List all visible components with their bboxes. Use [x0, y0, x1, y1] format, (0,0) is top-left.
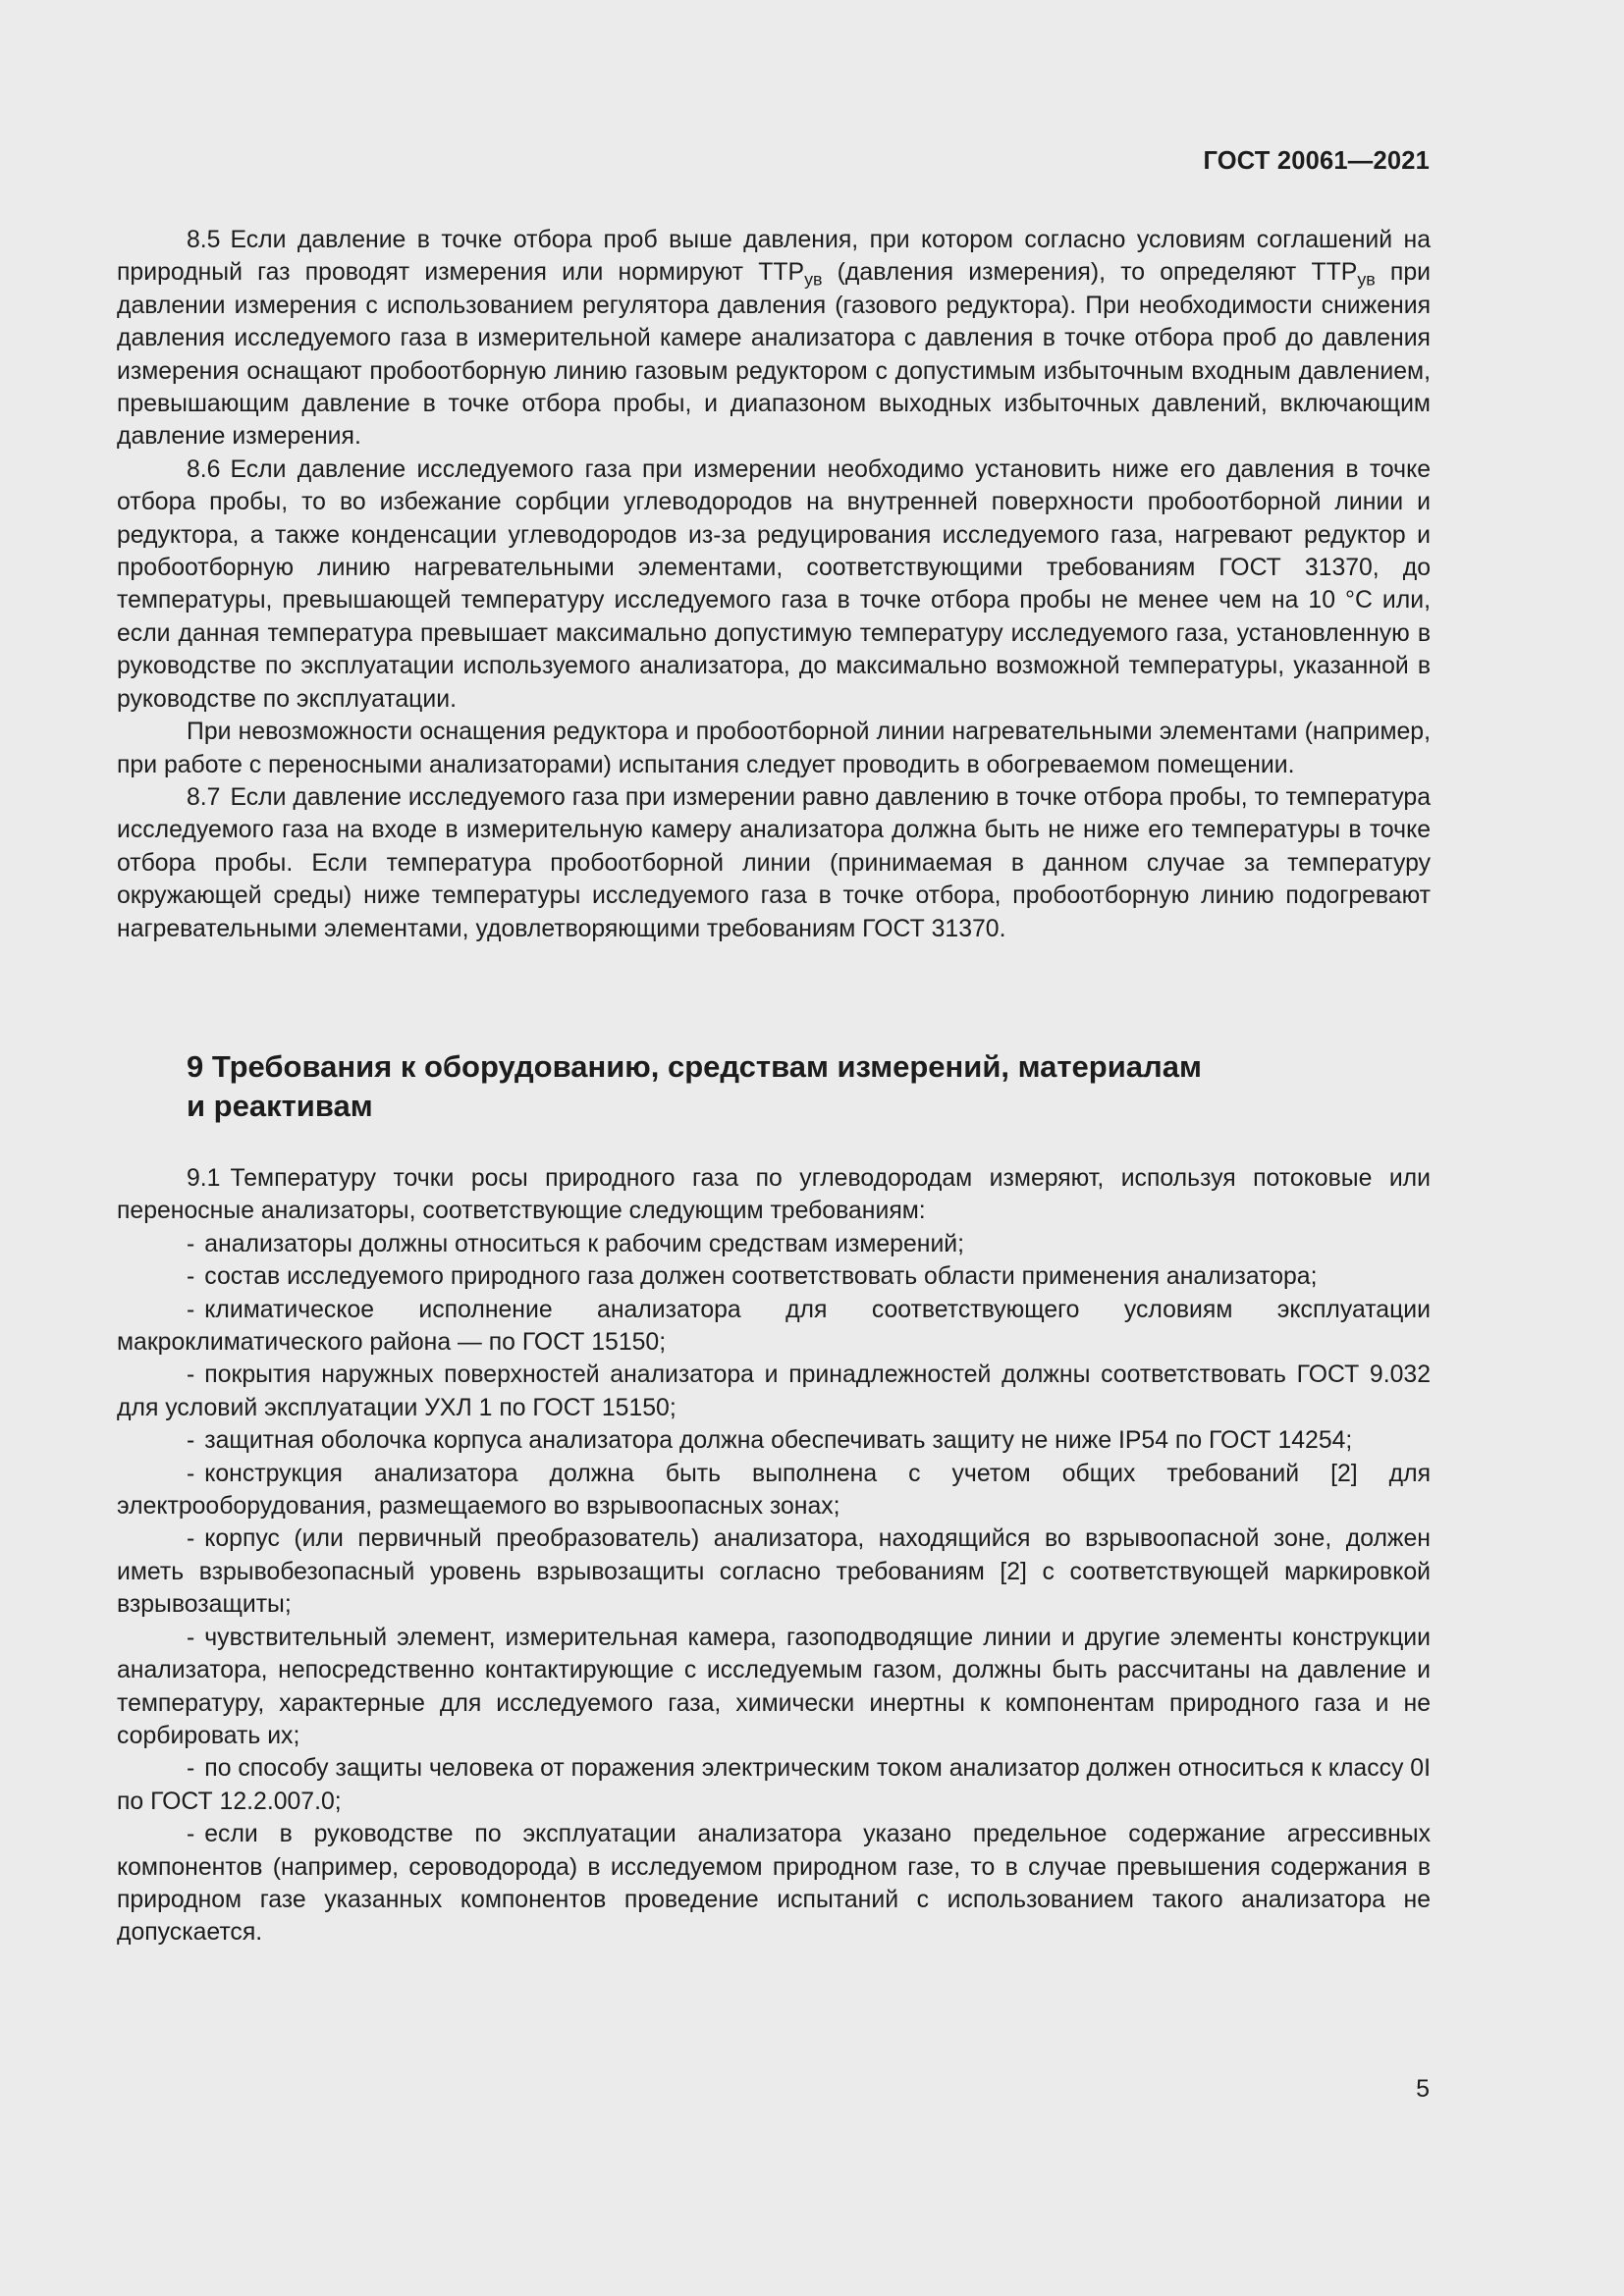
section-9-body: [117, 1162, 1431, 1949]
list-dash: -: [187, 1821, 195, 1848]
paragraph-text: при давлении измерения с использованием регулятора давления (газового редуктора). При необходимости снижения давления исследуемого газа в измерительной камере анализатора с давления в точке отбора проб до давления измерения оснащают пробоотборную линию газовым редуктором с допустимым избыточным входным давлением, превышающим давление в точке отбора пробы, и диапазоном выходных избыточных давлений, включающим давление измерения.: [117, 259, 1431, 451]
list-item: [117, 1228, 1431, 1260]
list-item: [117, 1260, 1431, 1293]
list-item: [117, 1294, 1431, 1360]
paragraph-text: Если давление исследуемого газа при измерении равно давлению в точке отбора пробы, то температура исследуемого газа на входе в измерительную камеру анализатора должна быть не ниже его температуры в точке отбора пробы. Если температура пробоотборной линии (принимаемая в данном случае за температуру окружающей среды) ниже температуры исследуемого газа в точке отбора, пробоотборную линию подогревают нагревательными элементами, удовлетворяющими требованиям ГОСТ 31370.: [117, 783, 1431, 942]
list-item-text: по способу защиты человека от поражения электрическим током анализатор должен относиться к классу 0I по ГОСТ 12.2.007.0;: [117, 1755, 1431, 1815]
paragraph-text: Если давление в точке отбора проб выше давления, при котором согласно условиям соглашений на природный газ проводят измерения или нормируют ТТР: [117, 227, 1431, 287]
list-item-text: покрытия наружных поверхностей анализатора и принадлежностей должны соответствовать ГОСТ 9.032 для условий эксплуатации УХЛ 1 по ГОСТ 15150;: [117, 1362, 1431, 1421]
list-item-text: если в руководстве по эксплуатации анализатора указано предельное содержание агрессивных компонентов (например, сероводорода) в исследуемом природном газе, то в случае превышения содержания в природном газе указанных компонентов проведение испытаний с использованием такого анализатора не допускается.: [117, 1821, 1431, 1947]
list-item: [117, 1458, 1431, 1523]
list-dash: -: [187, 1427, 195, 1455]
subscript: ув: [804, 269, 823, 290]
list-dash: -: [187, 1460, 195, 1487]
list-dash: -: [187, 1296, 195, 1323]
list-item: [117, 1818, 1431, 1949]
heading-line: 9 Требования к оборудованию, средствам измерений, материалам: [187, 1049, 1202, 1084]
paragraph-8-6-continued: При невозможности оснащения редуктора и пробоотборной линии нагревательными элементами (например, при работе с переносными анализаторами) испытания следует проводить в обогреваемом помещении.: [117, 719, 1431, 778]
list-dash: -: [187, 1525, 195, 1553]
list-dash: -: [187, 1755, 195, 1783]
list-dash: -: [187, 1624, 195, 1651]
paragraph-text: Если давление исследуемого газа при измерении необходимо установить ниже его давления в точке отбора пробы, то во избежание сорбции углеводородов на внутренней поверхности пробоотборной линии и редуктора, а также конденсации углеводородов из-за редуцирования исследуемого газа, нагревают редуктор и пробоотборную линию нагревательными элементами, соответствующими требованиям ГОСТ 31370, до температуры, превышающей температуру исследуемого газа в точке отбора пробы не менее чем на 10 °С или, если данная температура превышает максимально допустимую температуру исследуемого газа, установленную в руководстве по эксплуатации используемого анализатора, до максимально возможной температуры, указанной в руководстве по эксплуатации.: [117, 455, 1431, 713]
list-item-text: конструкция анализатора должна быть выполнена с учетом общих требований [2] для электрооборудования, размещаемого во взрывоопасных зонах;: [117, 1460, 1431, 1521]
document-header-id: ГОСТ 20061—2021: [1203, 147, 1430, 175]
list-item-text: состав исследуемого природного газа должен соответствовать области применения анализатора;: [204, 1263, 1318, 1291]
list-item: [117, 1359, 1431, 1424]
list-item: [117, 1522, 1431, 1621]
list-item-text: защитная оболочка корпуса анализатора должна обеспечивать защиту не ниже IP54 по ГОСТ 14254;: [204, 1427, 1353, 1455]
list-item: [117, 1424, 1431, 1457]
list-item-text: чувствительный элемент, измерительная камера, газоподводящие линии и другие элементы конструкции анализатора, непосредственно контактирующие с исследуемым газом, должны быть рассчитаны на давление и температуру, характерные для исследуемого газа, химически инертны к компонентам природного газа и не сорбировать их;: [117, 1624, 1431, 1749]
clause-number: 8.7: [187, 783, 221, 811]
paragraph-8-5: [117, 224, 1431, 454]
paragraph-text: (давления измерения), то определяют ТТР: [822, 259, 1358, 287]
paragraph-text: Температуру точки росы природного газа по углеводородам измеряют, используя потоковые или переносные анализаторы, соответствующие следующим требованиям:: [117, 1165, 1431, 1225]
section-9-heading: [187, 1047, 1365, 1126]
list-dash: -: [187, 1362, 195, 1389]
subscript: ув: [1357, 269, 1376, 290]
list-item-text: корпус (или первичный преобразователь) анализатора, находящийся во взрывоопасной зоне, должен иметь взрывобезопасный уровень взрывозащиты согласно требованиям [2] с соответствующей маркировкой взрывозащиты;: [117, 1525, 1431, 1619]
list-dash: -: [187, 1230, 195, 1257]
list-item-text: климатическое исполнение анализатора для соответствующего условиям эксплуатации макроклиматического района — по ГОСТ 15150;: [117, 1296, 1431, 1357]
list-item-text: анализаторы должны относиться к рабочим средствам измерений;: [204, 1230, 965, 1257]
section-8-body: [117, 224, 1431, 945]
list-dash: -: [187, 1263, 195, 1291]
paragraph-9-1: [117, 1162, 1431, 1228]
list-item: [117, 1622, 1431, 1753]
paragraph-8-6: [117, 454, 1431, 716]
requirements-list: [117, 1228, 1431, 1949]
paragraph-8-7: [117, 781, 1431, 945]
list-item: [117, 1752, 1431, 1818]
clause-number: 9.1: [187, 1165, 221, 1192]
clause-number: 8.5: [187, 227, 221, 253]
clause-number: 8.6: [187, 455, 221, 483]
page-number: 5: [1416, 2075, 1430, 2103]
heading-line: и реактивам: [187, 1089, 373, 1123]
